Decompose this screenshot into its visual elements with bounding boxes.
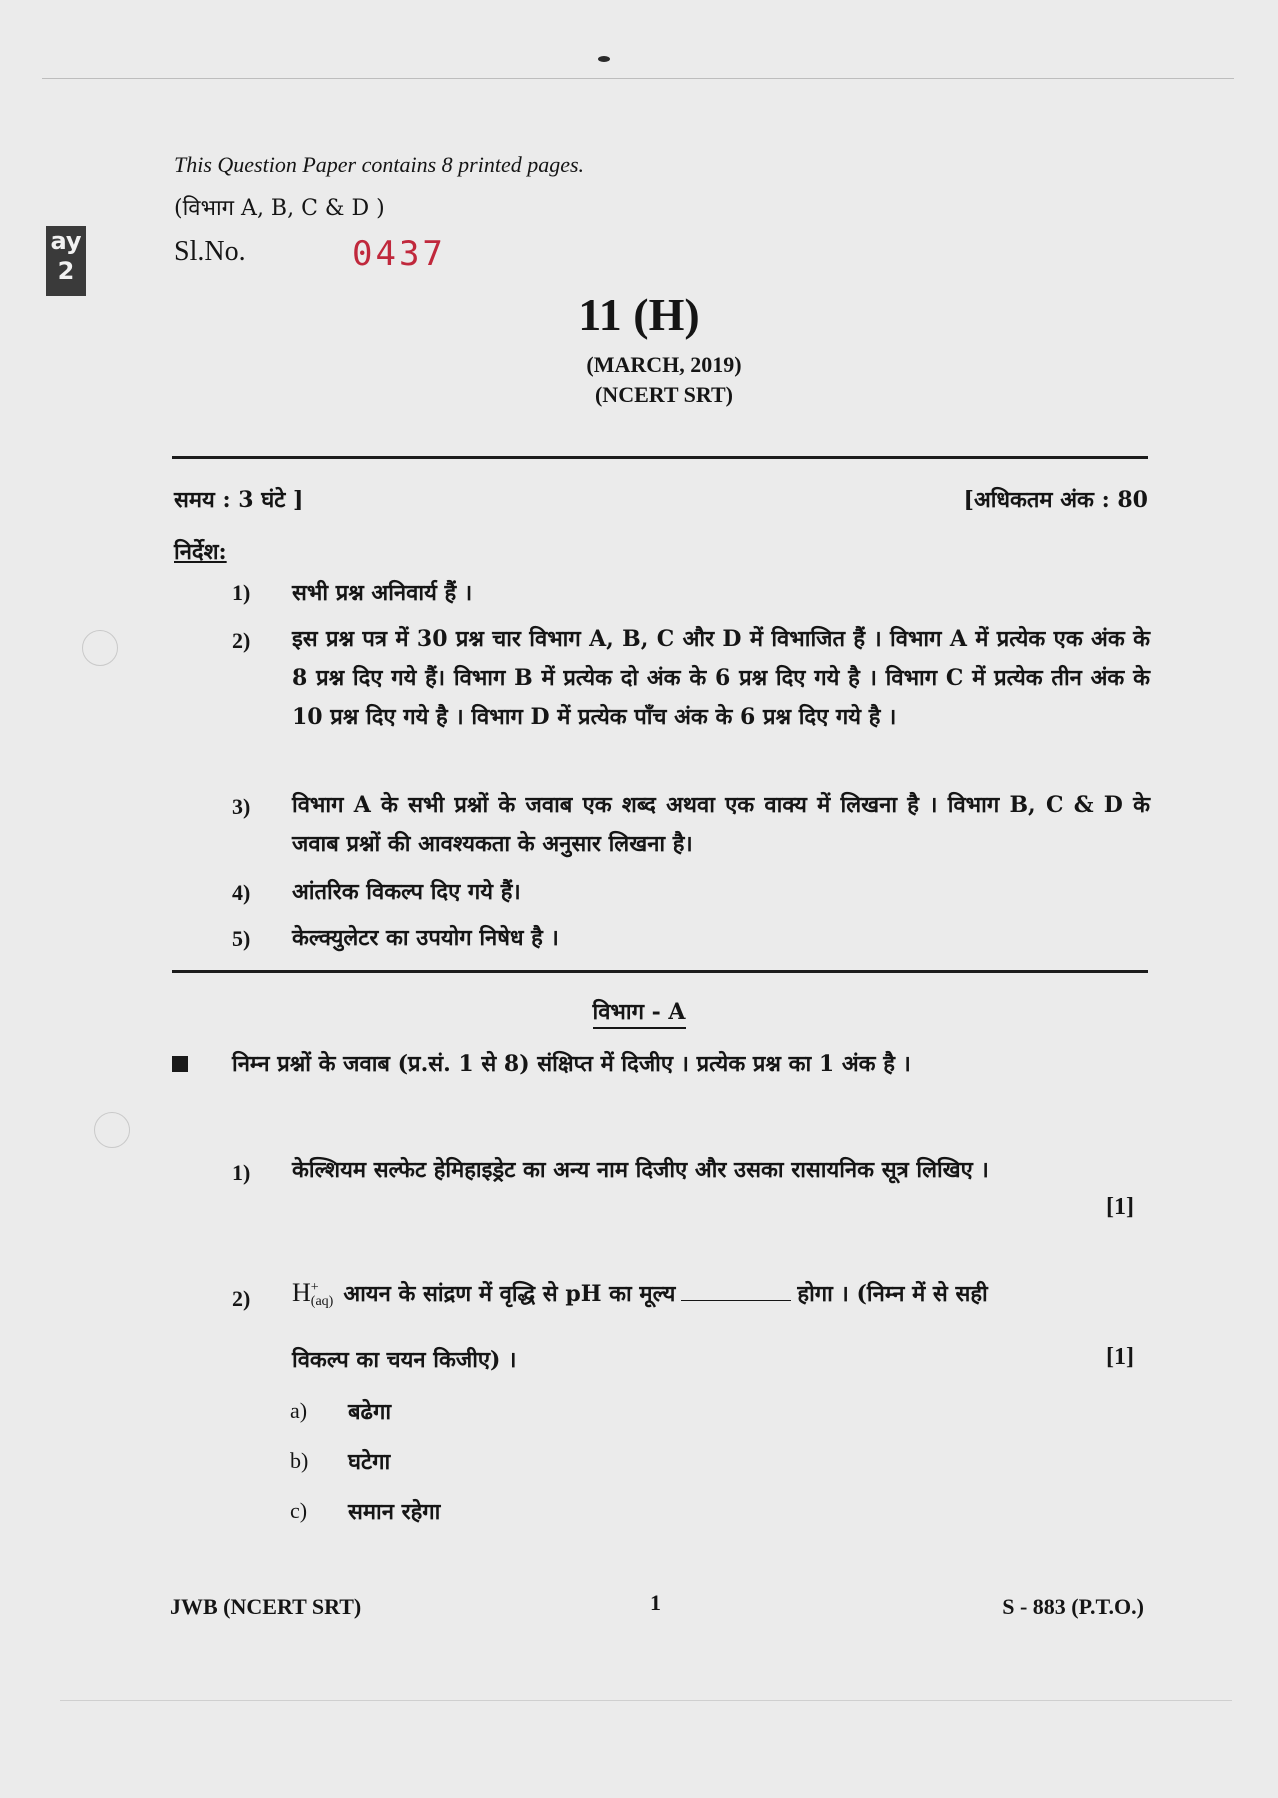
- question-number: 1): [232, 1160, 251, 1185]
- instruction-number: 3): [232, 794, 251, 819]
- instruction-number: 5): [232, 926, 251, 951]
- question-text-part: होगा । (निम्न में से सही: [797, 1281, 988, 1307]
- question-text-part: आयन के सांद्रण में वृद्धि से pH का मूल्य: [343, 1281, 676, 1307]
- paper-code: 11 (H): [578, 289, 700, 340]
- question-marks: [1]: [1106, 1344, 1134, 1370]
- instruction-number: 4): [232, 880, 251, 905]
- serial-number-label: Sl.No.: [174, 236, 246, 267]
- section-a-heading-text: विभाग - A: [593, 999, 686, 1029]
- instruction-text: सभी प्रश्न अनिवार्य हैं ।: [292, 580, 473, 606]
- side-tab: ay 2: [46, 226, 86, 296]
- instruction-number: 2): [232, 628, 251, 653]
- option-letter: c): [290, 1498, 308, 1523]
- question-text: [292, 1278, 988, 1309]
- section-a-instruction: निम्न प्रश्नों के जवाब (प्र.सं. 1 से 8) संक्षिप्त में दिजीए । प्रत्येक प्रश्न का 1 अंक है ।: [232, 1051, 911, 1077]
- section-a-heading: [0, 996, 1278, 1026]
- page-number: 1: [650, 1590, 661, 1615]
- option-text: समान रहेगा: [348, 1499, 441, 1525]
- option-text: बढेगा: [348, 1399, 392, 1425]
- header-divider: [172, 456, 1148, 459]
- ion-charge: +: [310, 1280, 319, 1295]
- instruction-text: इस प्रश्न पत्र में 30 प्रश्न चार विभाग A, B, C और D में विभाजित हैं । विभाग A में प्रत्येक एक अंक के 8 प्रश्न दिए गये हैं। विभाग B में प्रत्येक दो अंक के 6 प्रश्न दिए गये है । विभाग C में प्रत्येक तीन अंक के 10 प्रश्न दिए गये है । विभाग D में प्रत्येक पाँच अंक के 6 प्रश्न दिए गये है ।: [292, 626, 1150, 730]
- option-letter: b): [290, 1448, 309, 1473]
- ion-state: (aq): [310, 1294, 334, 1309]
- instructions-heading: निर्देश:: [174, 539, 227, 565]
- square-bullet-icon: [172, 1056, 188, 1072]
- sections-line: (विभाग A, B, C & D ): [174, 196, 385, 221]
- maximum-marks: [अधिकतम अंक : 80: [963, 487, 1148, 513]
- footer-code: JWB (NCERT SRT): [170, 1594, 362, 1619]
- instruction-text: विभाग A के सभी प्रश्नों के जवाब एक शब्द अथवा एक वाक्य में लिखना है । विभाग B, C & D के जवाब प्रश्नों की आवश्यकता के अनुसार लिखना है।: [292, 792, 1150, 857]
- time-allowed: समय : 3 घंटे ]: [174, 487, 304, 513]
- question-marks: [1]: [1106, 1194, 1134, 1220]
- option-text: घटेगा: [348, 1449, 391, 1475]
- top-edge-rule: [42, 78, 1234, 79]
- page-count-note: This Question Paper contains 8 printed pages.: [174, 152, 585, 177]
- punch-hole: [82, 630, 118, 666]
- footer-series: S - 883 (P.T.O.): [1002, 1594, 1144, 1619]
- instruction-text: आंतरिक विकल्प दिए गये हैं।: [292, 879, 521, 905]
- question-number: 2): [232, 1286, 251, 1311]
- question-text: केल्शियम सल्फेट हेमिहाइड्रेट का अन्य नाम दिजीए और उसका रासायनिक सूत्र लिखिए ।: [292, 1157, 989, 1183]
- option-letter: a): [290, 1398, 308, 1423]
- answer-blank: [681, 1280, 791, 1301]
- bottom-edge-rule: [60, 1700, 1232, 1701]
- exam-date: (MARCH, 2019): [586, 352, 742, 377]
- question-text-continued: विकल्प का चयन किजीए) ।: [292, 1347, 517, 1373]
- instructions-divider: [172, 970, 1148, 973]
- ink-dot: [598, 56, 610, 62]
- instruction-text: केल्क्युलेटर का उपयोग निषेध है ।: [292, 925, 559, 951]
- punch-hole: [94, 1112, 130, 1148]
- instruction-number: 1): [232, 580, 251, 605]
- serial-number-value: 0437: [352, 234, 446, 274]
- exam-board: (NCERT SRT): [594, 382, 733, 407]
- hydrogen-ion-symbol: H: [292, 1278, 311, 1307]
